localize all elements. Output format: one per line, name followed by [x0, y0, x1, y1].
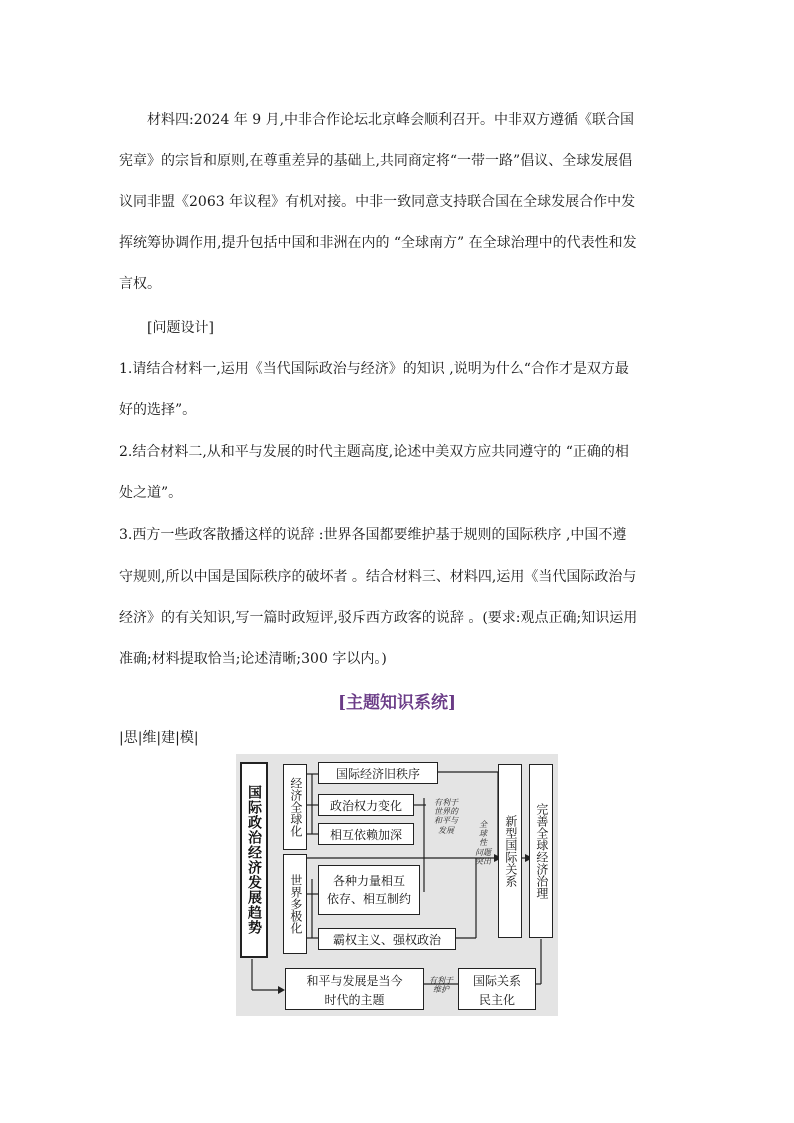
- peace-dev-line-1: 和平与发展是当今: [306, 974, 403, 988]
- trend-title: 国际政治经济发展趋势: [246, 785, 263, 935]
- note-global-2: 球: [479, 829, 487, 839]
- concept-diagram: [236, 754, 558, 1016]
- question-2-line-2: 处之道”。: [119, 485, 183, 501]
- democratization-line-2: 民主化: [478, 992, 515, 1007]
- note-maintain-2: 维护: [433, 985, 449, 995]
- democratization-line-1: 国际关系: [472, 974, 521, 988]
- note-peace-1: 有利于: [434, 798, 458, 807]
- world-multipolar-label: 世界多极化: [288, 874, 303, 934]
- democratization-box: [458, 968, 536, 1010]
- material-four-line-4: 挥统筹协调作用,提升包括中国和非洲在内的 “全球南方” 在全球治理中的代表性和发: [119, 235, 637, 251]
- question-3-line-3: 经济》的有关知识,写一篇时政短评,驳斥西方政客的说辞 。(要求:观点正确;知识运用: [119, 610, 638, 626]
- peace-dev-line-2: 时代的主题: [324, 992, 385, 1007]
- material-four-line-5: 言权。: [119, 276, 161, 292]
- question-design-label: [问题设计]: [147, 320, 214, 336]
- note-peace: [428, 798, 464, 835]
- question-1-line-2: 好的选择”。: [119, 402, 197, 418]
- question-1-line-1: 1.请结合材料一,运用《当代国际政治与经济》的知识 ,说明为什么“合作才是双方最: [119, 361, 629, 377]
- note-global-5: 突出: [475, 856, 491, 866]
- question-3-line-4: 准确;材料提取恰当;论述清晰;300 字以内。): [119, 651, 387, 667]
- old-order-label: 国际经济旧秩序: [335, 766, 420, 781]
- question-3-line-2: 守规则,所以中国是国际秩序的破坏者 。结合材料三、材料四,运用《当代国际政治与: [119, 569, 637, 585]
- note-maintain-1: 有利于: [429, 976, 453, 985]
- note-global-3: 性: [479, 838, 487, 848]
- interdependence-box: [318, 823, 414, 845]
- note-global-4: 问题: [475, 847, 491, 857]
- hegemony-label: 霸权主义、强权政治: [332, 932, 441, 947]
- global-governance-box: [529, 764, 553, 938]
- econ-globalization-label: 经济全球化: [288, 777, 303, 837]
- note-peace-4: 发展: [438, 825, 454, 835]
- question-2-line-1: 2.结合材料二,从和平与发展的时代主题高度,论述中美双方应共同遵守的 “正确的相: [119, 444, 629, 460]
- new-relations-box: [498, 764, 522, 938]
- note-global: [472, 820, 494, 866]
- note-global-1: 全: [479, 820, 487, 829]
- note-maintain: [424, 976, 458, 994]
- note-peace-2: 世界的: [434, 807, 458, 817]
- interdependence-label: 相互依赖加深: [329, 827, 402, 842]
- note-peace-3: 和平与: [434, 816, 458, 826]
- material-four-line-3: 议同非盟《2063 年议程》有机对接。中非一致同意支持联合国在全球发展合作中发: [119, 194, 636, 210]
- world-multipolar-box: [283, 854, 307, 954]
- power-change-box: [318, 794, 414, 816]
- global-governance-label: 完善全球经济治理: [534, 803, 549, 899]
- subheading: |思|维|建|模|: [119, 730, 199, 746]
- hegemony-box: [318, 928, 456, 950]
- forces-line-2: 依存、相互制约: [326, 892, 411, 906]
- material-four-line-2: 宪章》的宗旨和原则,在尊重差异的基础上,共同商定将“一带一路”倡议、全球发展倡: [119, 153, 633, 169]
- forces-box: [318, 865, 420, 915]
- question-3-line-1: 3.西方一些政客散播这样的说辞 :世界各国都要维护基于规则的国际秩序 ,中国不遵: [119, 527, 627, 543]
- material-four-line-1: 材料四:2024 年 9 月,中非合作论坛北京峰会顺利召开。中非双方遵循《联合国: [147, 112, 635, 128]
- power-change-label: 政治权力变化: [329, 798, 402, 813]
- section-heading: [主题知识系统]: [337, 693, 457, 713]
- econ-globalization-box: [283, 764, 307, 850]
- peace-development-box: [285, 968, 424, 1010]
- new-relations-label: 新型国际关系: [503, 815, 518, 887]
- forces-line-1: 各种力量相互: [332, 874, 405, 888]
- old-order-box: [318, 762, 438, 784]
- trend-title-box: [240, 762, 268, 958]
